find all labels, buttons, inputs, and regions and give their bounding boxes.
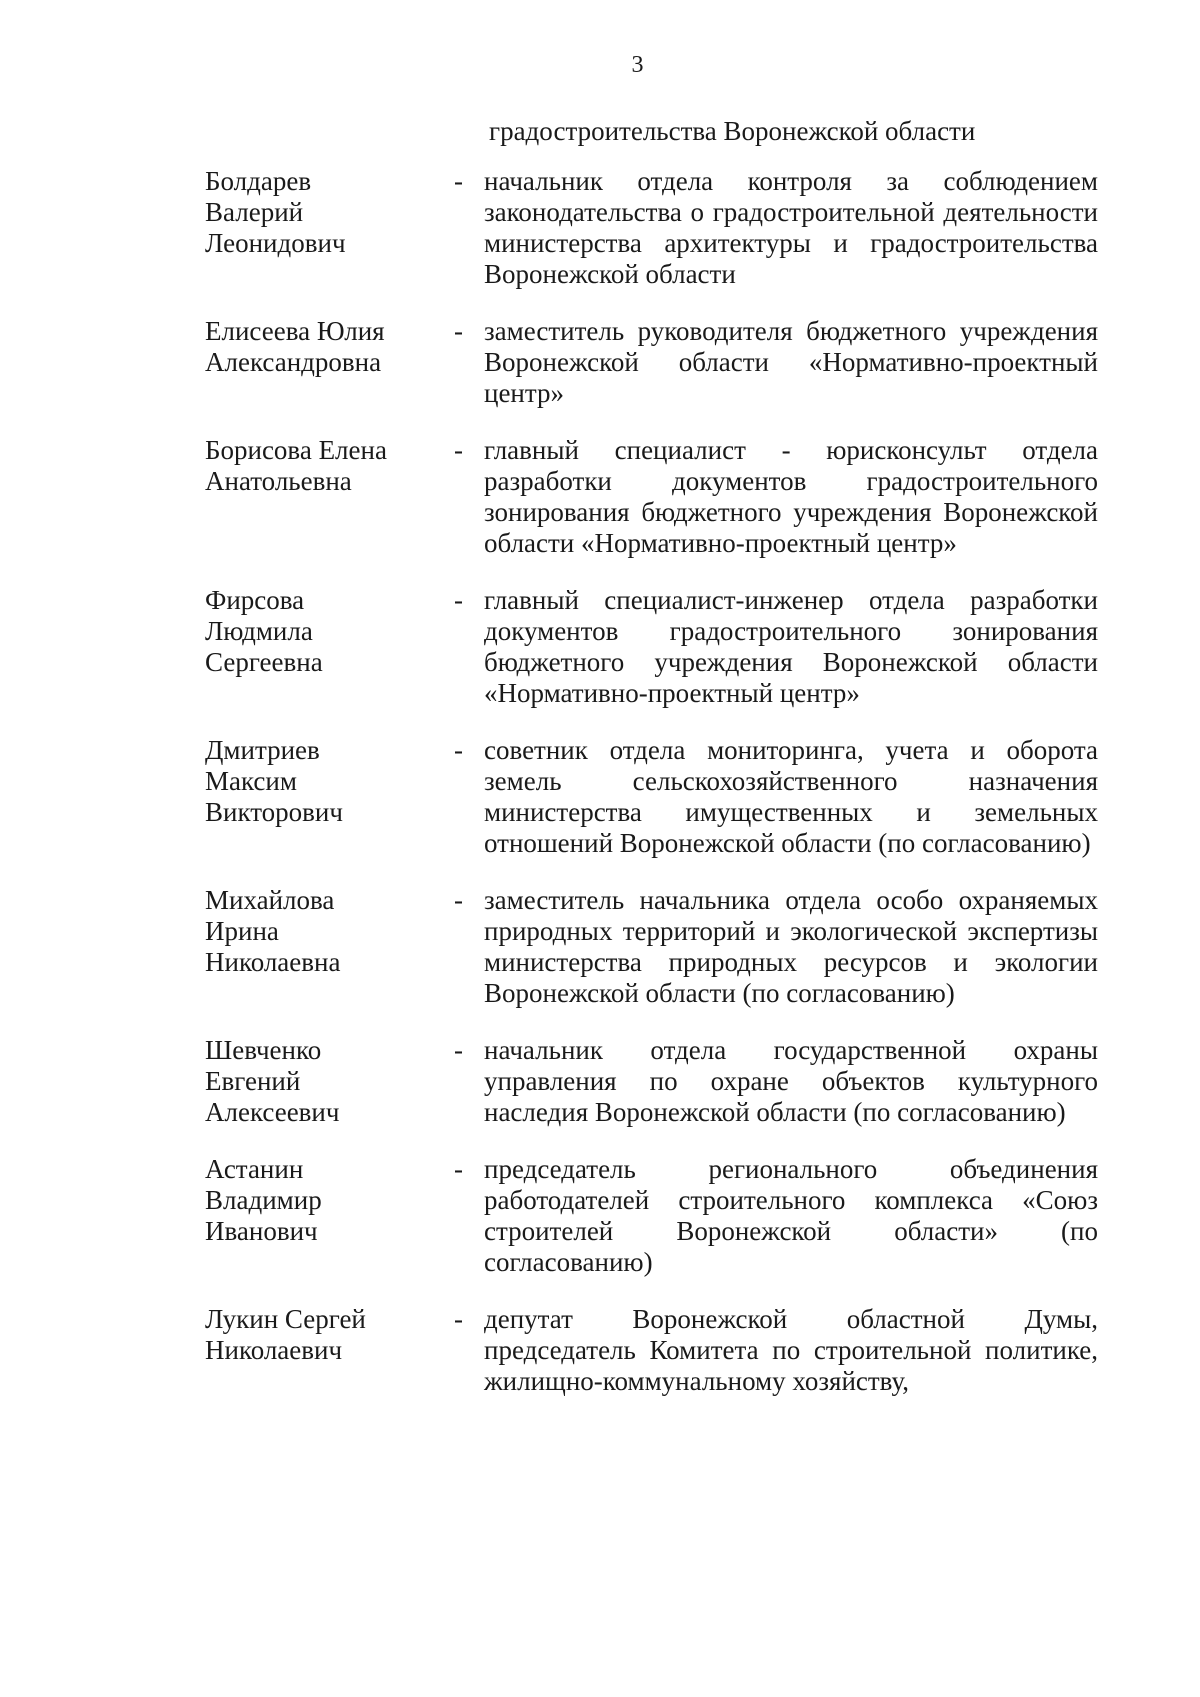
separator-dash: -	[454, 316, 463, 346]
member-position: начальник отдела контроля за соблюдением законодательства о градостроительной деятельности министерства архитектуры и градостроительства Воронежской области	[484, 166, 1098, 289]
list-item	[0, 1154, 1200, 1278]
member-name	[205, 316, 450, 409]
name-line: Максим	[205, 766, 297, 796]
member-name	[205, 735, 450, 859]
name-line: Дмитриев	[205, 735, 320, 765]
member-name	[205, 1304, 450, 1397]
name-line: Евгений	[205, 1066, 301, 1096]
list-item	[0, 585, 1200, 709]
member-name	[205, 166, 450, 290]
member-name	[205, 435, 450, 559]
name-line: Шевченко	[205, 1035, 322, 1065]
separator-dash: -	[454, 166, 463, 196]
member-position: главный специалист-инженер отдела разработки документов градостроительного зонирования бюджетного учреждения Воронежской области «Нормативно-проектный центр»	[484, 585, 1098, 708]
name-line: Алексеевич	[205, 1097, 340, 1127]
name-line: Сергеевна	[205, 647, 323, 677]
continued-text: градостроительства Воронежской области	[489, 116, 976, 146]
list-item	[0, 1304, 1200, 1397]
name-line: Иванович	[205, 1216, 318, 1246]
member-position: депутат Воронежской областной Думы, председатель Комитета по строительной политике, жилищно-коммунальному хозяйству,	[484, 1304, 1098, 1396]
list-item	[0, 735, 1200, 859]
name-line: Леонидович	[205, 228, 346, 258]
name-line: Анатольевна	[205, 466, 352, 496]
name-line: Викторович	[205, 797, 343, 827]
separator-dash: -	[454, 435, 463, 465]
name-line: Валерий	[205, 197, 304, 227]
name-line: Владимир	[205, 1185, 322, 1215]
member-position: главный специалист - юрисконсульт отдела разработки документов градостроительного зонирования бюджетного учреждения Воронежской области «Нормативно-проектный центр»	[484, 435, 1098, 558]
name-line: Людмила	[205, 616, 313, 646]
member-position: председатель регионального объединения работодателей строительного комплекса «Союз строителей Воронежской области» (по согласованию)	[484, 1154, 1098, 1277]
name-line: Елисеева Юлия	[205, 316, 385, 346]
list-item	[0, 316, 1200, 409]
separator-dash: -	[454, 735, 463, 765]
member-position: начальник отдела государственной охраны управления по охране объектов культурного наследия Воронежской области (по согласованию)	[484, 1035, 1098, 1127]
name-line: Борисова Елена	[205, 435, 387, 465]
name-line: Александровна	[205, 347, 382, 377]
name-line: Михайлова	[205, 885, 335, 915]
member-name	[205, 585, 450, 709]
member-position: заместитель руководителя бюджетного учреждения Воронежской области «Нормативно-проектный центр»	[484, 316, 1098, 408]
name-line: Ирина	[205, 916, 279, 946]
member-position: советник отдела мониторинга, учета и оборота земель сельскохозяйственного назначения министерства имущественных и земельных отношений Воронежской области (по согласованию)	[484, 735, 1098, 858]
separator-dash: -	[454, 1304, 463, 1334]
member-name	[205, 1154, 450, 1278]
name-line: Николаевна	[205, 947, 341, 977]
member-name	[205, 885, 450, 1009]
list-item	[0, 166, 1200, 290]
list-item	[0, 435, 1200, 559]
separator-dash: -	[454, 1154, 463, 1184]
name-line: Астанин	[205, 1154, 304, 1184]
list-item	[0, 1035, 1200, 1128]
separator-dash: -	[454, 885, 463, 915]
separator-dash: -	[454, 585, 463, 615]
list-item	[0, 885, 1200, 1009]
name-line: Лукин Сергей	[205, 1304, 366, 1334]
member-list	[0, 166, 1200, 1423]
member-position: заместитель начальника отдела особо охраняемых природных территорий и экологической экспертизы министерства природных ресурсов и экологии Воронежской области (по согласованию)	[484, 885, 1098, 1008]
name-line: Фирсова	[205, 585, 305, 615]
member-name	[205, 1035, 450, 1128]
page-number: 3	[631, 52, 644, 78]
name-line: Болдарев	[205, 166, 312, 196]
name-line: Николаевич	[205, 1335, 343, 1365]
separator-dash: -	[454, 1035, 463, 1065]
